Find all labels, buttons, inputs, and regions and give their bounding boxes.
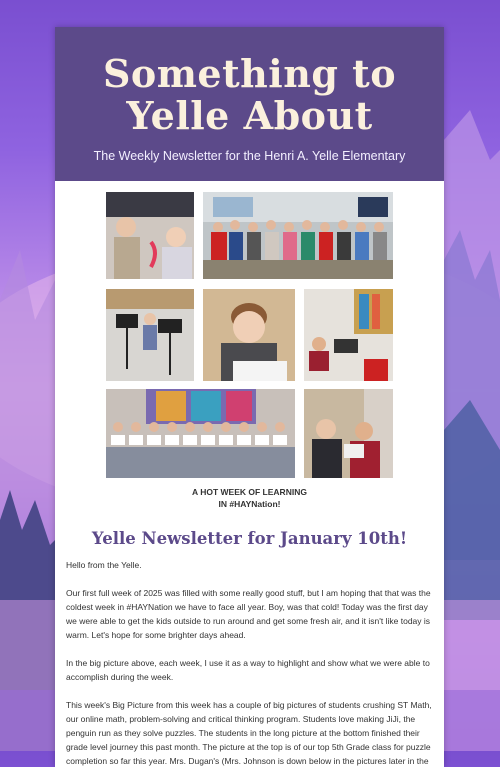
newsletter-card: [55, 27, 444, 767]
photo-collage: [55, 181, 444, 481]
article-paragraph: Our first full week of 2025 was filled with some really good stuff, but I am hoping that that was the coldest week in #HAYNation we have to face all year. Boy, was that cold! Today was the first day we were able to get the kids outside to run around and get some fresh air, and it isn't like today is warm. Let's hope for some brighter days ahead.: [66, 588, 431, 640]
photo-students-reading[interactable]: [304, 389, 393, 478]
caption-line-1: A HOT WEEK OF LEARNING: [192, 487, 307, 497]
photo-boy-writing[interactable]: [203, 289, 295, 381]
newsletter-title: Something to Yelle About: [102, 51, 397, 138]
photo-class-group[interactable]: [203, 192, 393, 279]
photo-students-smiling[interactable]: [106, 192, 194, 279]
article-paragraph: In the big picture above, each week, I use it as a way to highlight and show what we were able to accomplish during the week.: [66, 658, 430, 682]
newsletter-subtitle: The Weekly Newsletter for the Henri A. Yelle Elementary: [93, 149, 406, 163]
caption-line-2: IN #HAYNation!: [218, 499, 281, 509]
article-heading: Yelle Newsletter for January 10th!: [91, 529, 408, 548]
photo-students-holding-papers[interactable]: [106, 389, 295, 478]
photo-caption: [55, 486, 444, 510]
photo-music-stands[interactable]: [106, 289, 194, 381]
article-paragraph: This week's Big Picture from this week has a couple of big pictures of students crushing ST Math, our online math, problem-solving and critical thinking program. Students love making JiJi, the penguin run as they solve puzzles. The students in the long picture at the bottom finished their grade level journey this past month. The picture at the top is of our top 5th Grade class for puzzle completion so far this year. Mrs. Dugan's (Mrs. Johnson is down below in the pictures later in the: [66, 700, 432, 766]
photo-student-laptop[interactable]: [304, 289, 393, 381]
article-body: [55, 558, 444, 767]
newsletter-header: [55, 27, 444, 181]
article-paragraph: Hello from the Yelle.: [66, 560, 142, 570]
